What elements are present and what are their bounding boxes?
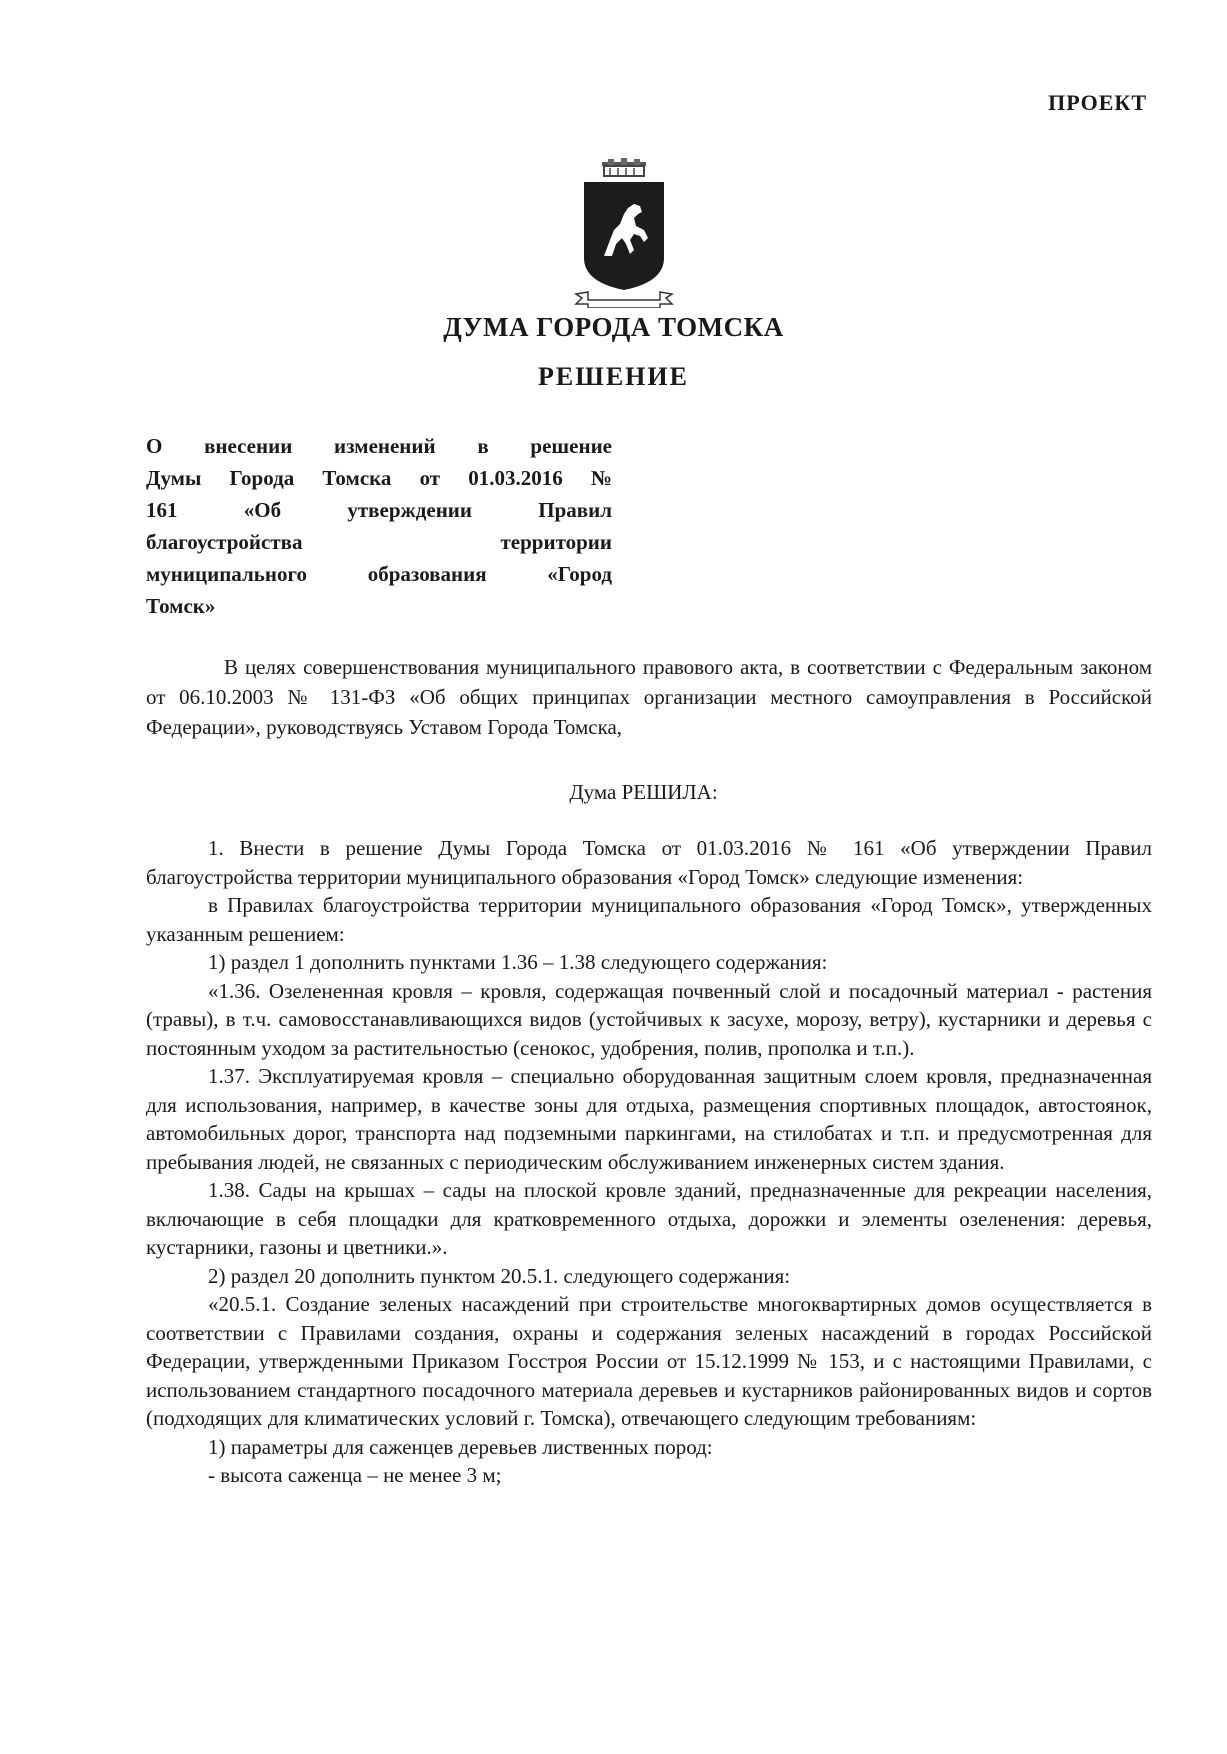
body-paragraph: «20.5.1. Создание зеленых насаждений при строительстве многоквартирных домов осуществляется в соответствии с Правилами создания, охраны и содержания зеленых насаждений в городах Российской Федерации, утвержденными Приказом Госстроя России от 15.12.1999 № 153, и с настоящими Правилами, с использованием стандартного посадочного материала деревьев и кустарников районированных видов и сортов (подходящих для климатических условий г. Томска), отвечающего следующим требованиям:	[146, 1292, 1152, 1430]
preamble-paragraph: В целях совершенствования муниципального правового акта, в соответствии с Федеральным законом от 06.10.2003 № 131-ФЗ «Об общих принципах организации местного самоуправления в Российской Федерации», руководствуясь Уставом Города Томска,	[146, 655, 1152, 739]
document-type: РЕШЕНИЕ	[538, 362, 689, 391]
resolved-heading: Дума РЕШИЛА:	[569, 780, 718, 804]
body-paragraph: «1.36. Озелененная кровля – кровля, содержащая почвенный слой и посадочный материал - растения (травы), в т.ч. самовосстанавливающихся видов (устойчивых к засухе, морозу, ветру), кустарники и деревья с постоянным уходом за растительностью (сенокос, удобрения, полив, прополка и т.п.).	[146, 978, 1152, 1060]
subject-line: 161 «Об утверждении Правил	[146, 498, 612, 522]
body-paragraph: 1) раздел 1 дополнить пунктами 1.36 – 1.38 следующего содержания:	[208, 950, 828, 974]
subject-line: Думы Города Томска от 01.03.2016 №	[146, 466, 612, 490]
subject-line: муниципального образования «Город	[146, 562, 612, 586]
organization-title: ДУМА ГОРОДА ТОМСКА	[443, 312, 784, 342]
body-paragraph: 1) параметры для саженцев деревьев лиственных пород:	[208, 1434, 713, 1459]
body-paragraph: 1. Внести в решение Думы Города Томска от 01.03.2016 № 161 «Об утверждении Правил благоустройства территории муниципального образования «Город Томск» следующие изменения:	[146, 836, 1152, 889]
body-paragraph: - высота саженца – не менее 3 м;	[208, 1463, 502, 1487]
subject-line: О внесении изменений в решение	[146, 434, 612, 458]
tomsk-coat-of-arms-icon	[574, 158, 674, 308]
document-subject	[146, 430, 612, 622]
subject-line: благоустройства территории	[146, 530, 612, 554]
body-paragraph: 1.38. Сады на крышах – сады на плоской кровле зданий, предназначенные для рекреации населения, включающие в себя площадки для кратковременного отдыха, дорожки и элементы озеленения: деревья, кустарники, газоны и цветники.».	[146, 1178, 1152, 1259]
subject-line-last: Томск»	[146, 594, 216, 618]
project-stamp: ПРОЕКТ	[1048, 90, 1147, 115]
body-paragraph: 2) раздел 20 дополнить пунктом 20.5.1. следующего содержания:	[208, 1263, 791, 1288]
document-body	[146, 834, 1152, 1490]
body-paragraph: 1.37. Эксплуатируемая кровля – специально оборудованная защитным слоем кровля, предназначенная для использования, например, в качестве зоны для отдыха, размещения спортивных площадок, автостоянок, автомобильных дорог, транспорта над подземными паркингами, на стилобатах и т.п. и предусмотренная для пребывания людей, не связанных с периодическим обслуживанием инженерных систем здания.	[146, 1064, 1152, 1174]
body-paragraph: в Правилах благоустройства территории муниципального образования «Город Томск», утвержденных указанным решением:	[146, 893, 1152, 946]
